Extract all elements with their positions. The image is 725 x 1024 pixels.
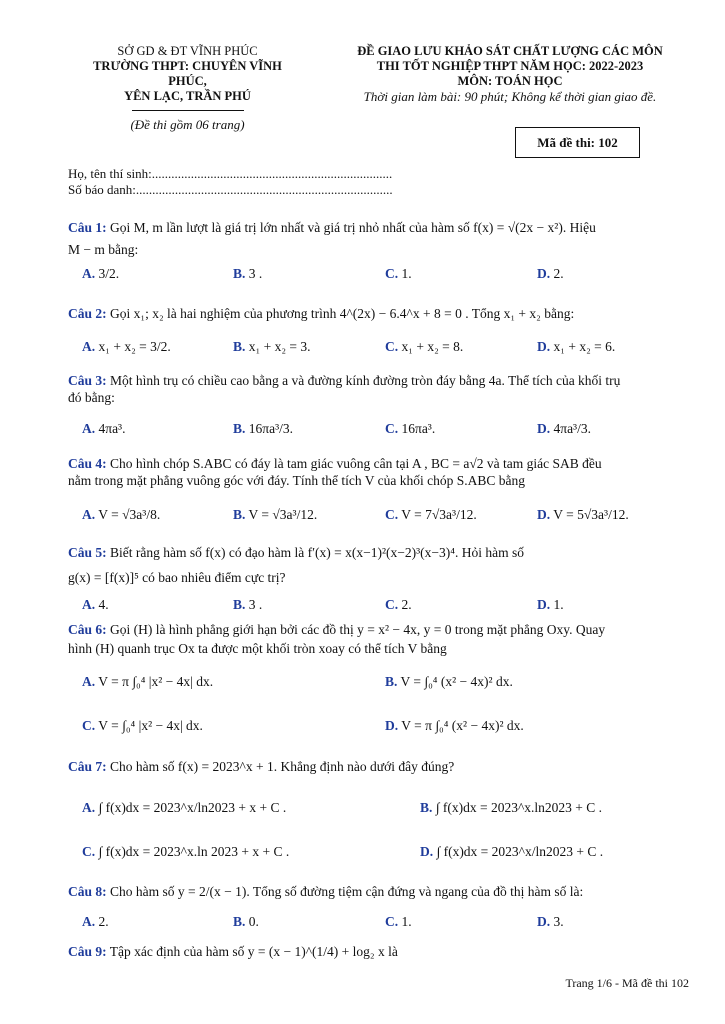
- option-a[interactable]: [82, 597, 109, 613]
- option-text: 1.: [553, 597, 564, 612]
- option-a[interactable]: [82, 800, 286, 816]
- option-letter: D.: [537, 421, 551, 436]
- question-9: [68, 943, 698, 961]
- question-2: [68, 305, 698, 323]
- exam-subject: MÔN: TOÁN HỌC: [457, 74, 563, 88]
- question-6-cont: hình (H) quanh trục Ox ta được một khối tròn xoay có thể tích V bằng: [68, 641, 447, 656]
- option-c[interactable]: [82, 844, 289, 860]
- department-name: SỞ GD & ĐT VĨNH PHÚC: [117, 44, 258, 58]
- question-4-cont: nằm trong mặt phẳng vuông góc với đáy. Tính thể tích V của khối chóp S.ABC bằng: [68, 473, 525, 488]
- option-letter: D.: [537, 507, 551, 522]
- option-b[interactable]: [233, 914, 259, 930]
- option-text: x₁ + x₂ = 3.: [248, 339, 311, 354]
- option-b[interactable]: [233, 597, 262, 613]
- question-6: [68, 621, 698, 639]
- option-letter: A.: [82, 421, 96, 436]
- option-letter: A.: [82, 507, 96, 522]
- question-label: Câu 8:: [68, 884, 107, 899]
- option-text: V = 7√3a³/12.: [401, 507, 477, 522]
- option-text: 1.: [401, 914, 412, 929]
- option-text: ∫ f(x)dx = 2023^x.ln2023 + C .: [435, 800, 603, 815]
- school-header: [80, 44, 295, 132]
- option-text: 3/2.: [98, 266, 120, 281]
- option-letter: A.: [82, 914, 96, 929]
- question-text: Gọi M, m lần lượt là giá trị lớn nhất và giá trị nhỏ nhất của hàm số f(x) = √(2x − x²). Hiệu: [110, 220, 596, 235]
- option-letter: A.: [82, 800, 96, 815]
- option-b[interactable]: [233, 507, 317, 523]
- exam-header: [325, 44, 695, 104]
- option-text: x₁ + x₂ = 8.: [401, 339, 464, 354]
- option-text: V = π ∫₀⁴ |x² − 4x| dx.: [98, 674, 214, 689]
- exam-title: ĐỀ GIAO LƯU KHẢO SÁT CHẤT LƯỢNG CÁC MÔN: [357, 44, 663, 58]
- option-c[interactable]: [385, 914, 412, 930]
- option-text: 3.: [553, 914, 564, 929]
- question-text: Cho hình chóp S.ABC có đáy là tam giác vuông cân tại A , BC = a√2 và tam giác SAB đều: [110, 456, 602, 471]
- option-letter: B.: [233, 421, 246, 436]
- option-letter: D.: [420, 844, 434, 859]
- option-letter: C.: [385, 507, 399, 522]
- option-letter: C.: [82, 718, 96, 733]
- question-label: Câu 9:: [68, 944, 107, 959]
- question-label: Câu 7:: [68, 759, 107, 774]
- option-text: V = ∫₀⁴ |x² − 4x| dx.: [98, 718, 203, 733]
- option-d[interactable]: [537, 914, 564, 930]
- candidate-name-line: Họ, tên thí sinh:..........................................................................: [68, 166, 393, 181]
- option-d[interactable]: [385, 718, 524, 734]
- question-text: Một hình trụ có chiều cao bằng a và đường kính đường tròn đáy bằng 4a. Thể tích của khối trụ: [110, 373, 621, 388]
- question-label: Câu 6:: [68, 622, 107, 637]
- option-c[interactable]: [385, 339, 463, 355]
- question-label: Câu 1:: [68, 220, 107, 235]
- option-c[interactable]: [385, 421, 435, 437]
- option-d[interactable]: [537, 507, 629, 523]
- option-text: 2.: [98, 914, 109, 929]
- option-text: V = ∫₀⁴ (x² − 4x)² dx.: [400, 674, 513, 689]
- option-c[interactable]: [385, 507, 477, 523]
- question-text: Biết rằng hàm số f(x) có đạo hàm là f′(x) = x(x−1)²(x−2)³(x−3)⁴. Hỏi hàm số: [110, 545, 524, 560]
- option-c[interactable]: [82, 718, 203, 734]
- question-label: Câu 5:: [68, 545, 107, 560]
- option-a[interactable]: [82, 339, 171, 355]
- option-text: 3 .: [248, 597, 263, 612]
- question-text: Gọi x₁; x₂ là hai nghiệm của phương trình 4^(2x) − 6.4^x + 8 = 0 . Tổng x₁ + x₂ bằng:: [110, 306, 575, 321]
- option-text: V = 5√3a³/12.: [553, 507, 629, 522]
- option-text: 0.: [248, 914, 259, 929]
- exam-time: Thời gian làm bài: 90 phút; Không kể thời gian giao đề.: [363, 89, 657, 104]
- page-footer: Trang 1/6 - Mã đề thi 102: [565, 976, 689, 990]
- option-letter: C.: [82, 844, 96, 859]
- option-letter: C.: [385, 597, 399, 612]
- question-7: [68, 758, 698, 776]
- question-label: Câu 2:: [68, 306, 107, 321]
- option-text: V = √3a³/12.: [248, 507, 318, 522]
- option-letter: B.: [233, 914, 246, 929]
- option-letter: D.: [537, 266, 551, 281]
- option-letter: B.: [420, 800, 433, 815]
- option-d[interactable]: [537, 421, 591, 437]
- option-letter: A.: [82, 339, 96, 354]
- option-text: x₁ + x₂ = 6.: [553, 339, 616, 354]
- candidate-id-line: Số báo danh:...............................................................................: [68, 182, 393, 197]
- option-b[interactable]: [233, 339, 311, 355]
- option-letter: B.: [233, 597, 246, 612]
- question-text: Cho hàm số f(x) = 2023^x + 1. Khẳng định nào dưới đây đúng?: [110, 759, 455, 774]
- option-b[interactable]: [233, 266, 262, 282]
- question-text: Gọi (H) là hình phẳng giới hạn bởi các đồ thị y = x² − 4x, y = 0 trong mặt phẳng Oxy. Quay: [110, 622, 606, 637]
- option-letter: C.: [385, 339, 399, 354]
- option-a[interactable]: [82, 914, 109, 930]
- question-5-cont: g(x) = [f(x)]⁵ có bao nhiêu điểm cực trị?: [68, 570, 286, 585]
- question-8: [68, 883, 698, 901]
- option-a[interactable]: [82, 674, 213, 690]
- option-letter: D.: [537, 339, 551, 354]
- option-letter: A.: [82, 674, 96, 689]
- option-c[interactable]: [385, 266, 412, 282]
- option-letter: B.: [233, 339, 246, 354]
- option-letter: A.: [82, 266, 96, 281]
- school-name-cont: YÊN LẠC, TRẦN PHÚ: [124, 89, 251, 103]
- option-letter: B.: [385, 674, 398, 689]
- option-d[interactable]: [420, 844, 603, 860]
- header-divider: [132, 110, 244, 111]
- question-label: Câu 3:: [68, 373, 107, 388]
- option-d[interactable]: [537, 266, 564, 282]
- option-text: 2.: [553, 266, 564, 281]
- exam-code-box: Mã đề thi: 102: [515, 127, 640, 158]
- option-b[interactable]: [233, 421, 293, 437]
- option-text: 4.: [98, 597, 109, 612]
- option-text: V = √3a³/8.: [98, 507, 161, 522]
- option-b[interactable]: [420, 800, 602, 816]
- option-text: V = π ∫₀⁴ (x² − 4x)² dx.: [401, 718, 524, 733]
- option-a[interactable]: [82, 266, 119, 282]
- question-text: Cho hàm số y = 2/(x − 1). Tổng số đường tiệm cận đứng và ngang của đồ thị hàm số là:: [110, 884, 584, 899]
- option-text: ∫ f(x)dx = 2023^x.ln 2023 + x + C .: [98, 844, 290, 859]
- option-text: ∫ f(x)dx = 2023^x/ln2023 + x + C .: [98, 800, 287, 815]
- option-letter: B.: [233, 266, 246, 281]
- option-text: 16πa³.: [401, 421, 436, 436]
- question-text: Tập xác định của hàm số y = (x − 1)^(1/4) + log₂ x là: [109, 944, 398, 959]
- pages-note: (Đề thi gồm 06 trang): [130, 117, 245, 132]
- school-name: TRƯỜNG THPT: CHUYÊN VĨNH PHÚC,: [93, 59, 282, 88]
- option-letter: C.: [385, 914, 399, 929]
- option-text: 3 .: [248, 266, 263, 281]
- option-letter: D.: [385, 718, 399, 733]
- option-b[interactable]: [385, 674, 513, 690]
- question-1: [68, 219, 698, 237]
- option-text: 16πa³/3.: [248, 421, 293, 436]
- question-1-cont: M − m bằng:: [68, 242, 139, 257]
- question-5: [68, 544, 698, 562]
- option-a[interactable]: [82, 507, 160, 523]
- option-letter: A.: [82, 597, 96, 612]
- question-4: [68, 455, 698, 473]
- question-3: [68, 372, 698, 390]
- option-text: 2.: [401, 597, 412, 612]
- option-d[interactable]: [537, 597, 564, 613]
- option-letter: C.: [385, 266, 399, 281]
- option-letter: D.: [537, 914, 551, 929]
- question-label: Câu 4:: [68, 456, 107, 471]
- option-text: x₁ + x₂ = 3/2.: [98, 339, 171, 354]
- exam-year: THI TỐT NGHIỆP THPT NĂM HỌC: 2022-2023: [376, 59, 644, 73]
- option-text: ∫ f(x)dx = 2023^x/ln2023 + C .: [436, 844, 604, 859]
- option-c[interactable]: [385, 597, 412, 613]
- option-letter: D.: [537, 597, 551, 612]
- option-text: 4πa³.: [98, 421, 126, 436]
- option-letter: C.: [385, 421, 399, 436]
- option-text: 4πa³/3.: [553, 421, 591, 436]
- option-letter: B.: [233, 507, 246, 522]
- option-text: 1.: [401, 266, 412, 281]
- option-d[interactable]: [537, 339, 615, 355]
- question-3-cont: đó bằng:: [68, 390, 115, 405]
- option-a[interactable]: [82, 421, 125, 437]
